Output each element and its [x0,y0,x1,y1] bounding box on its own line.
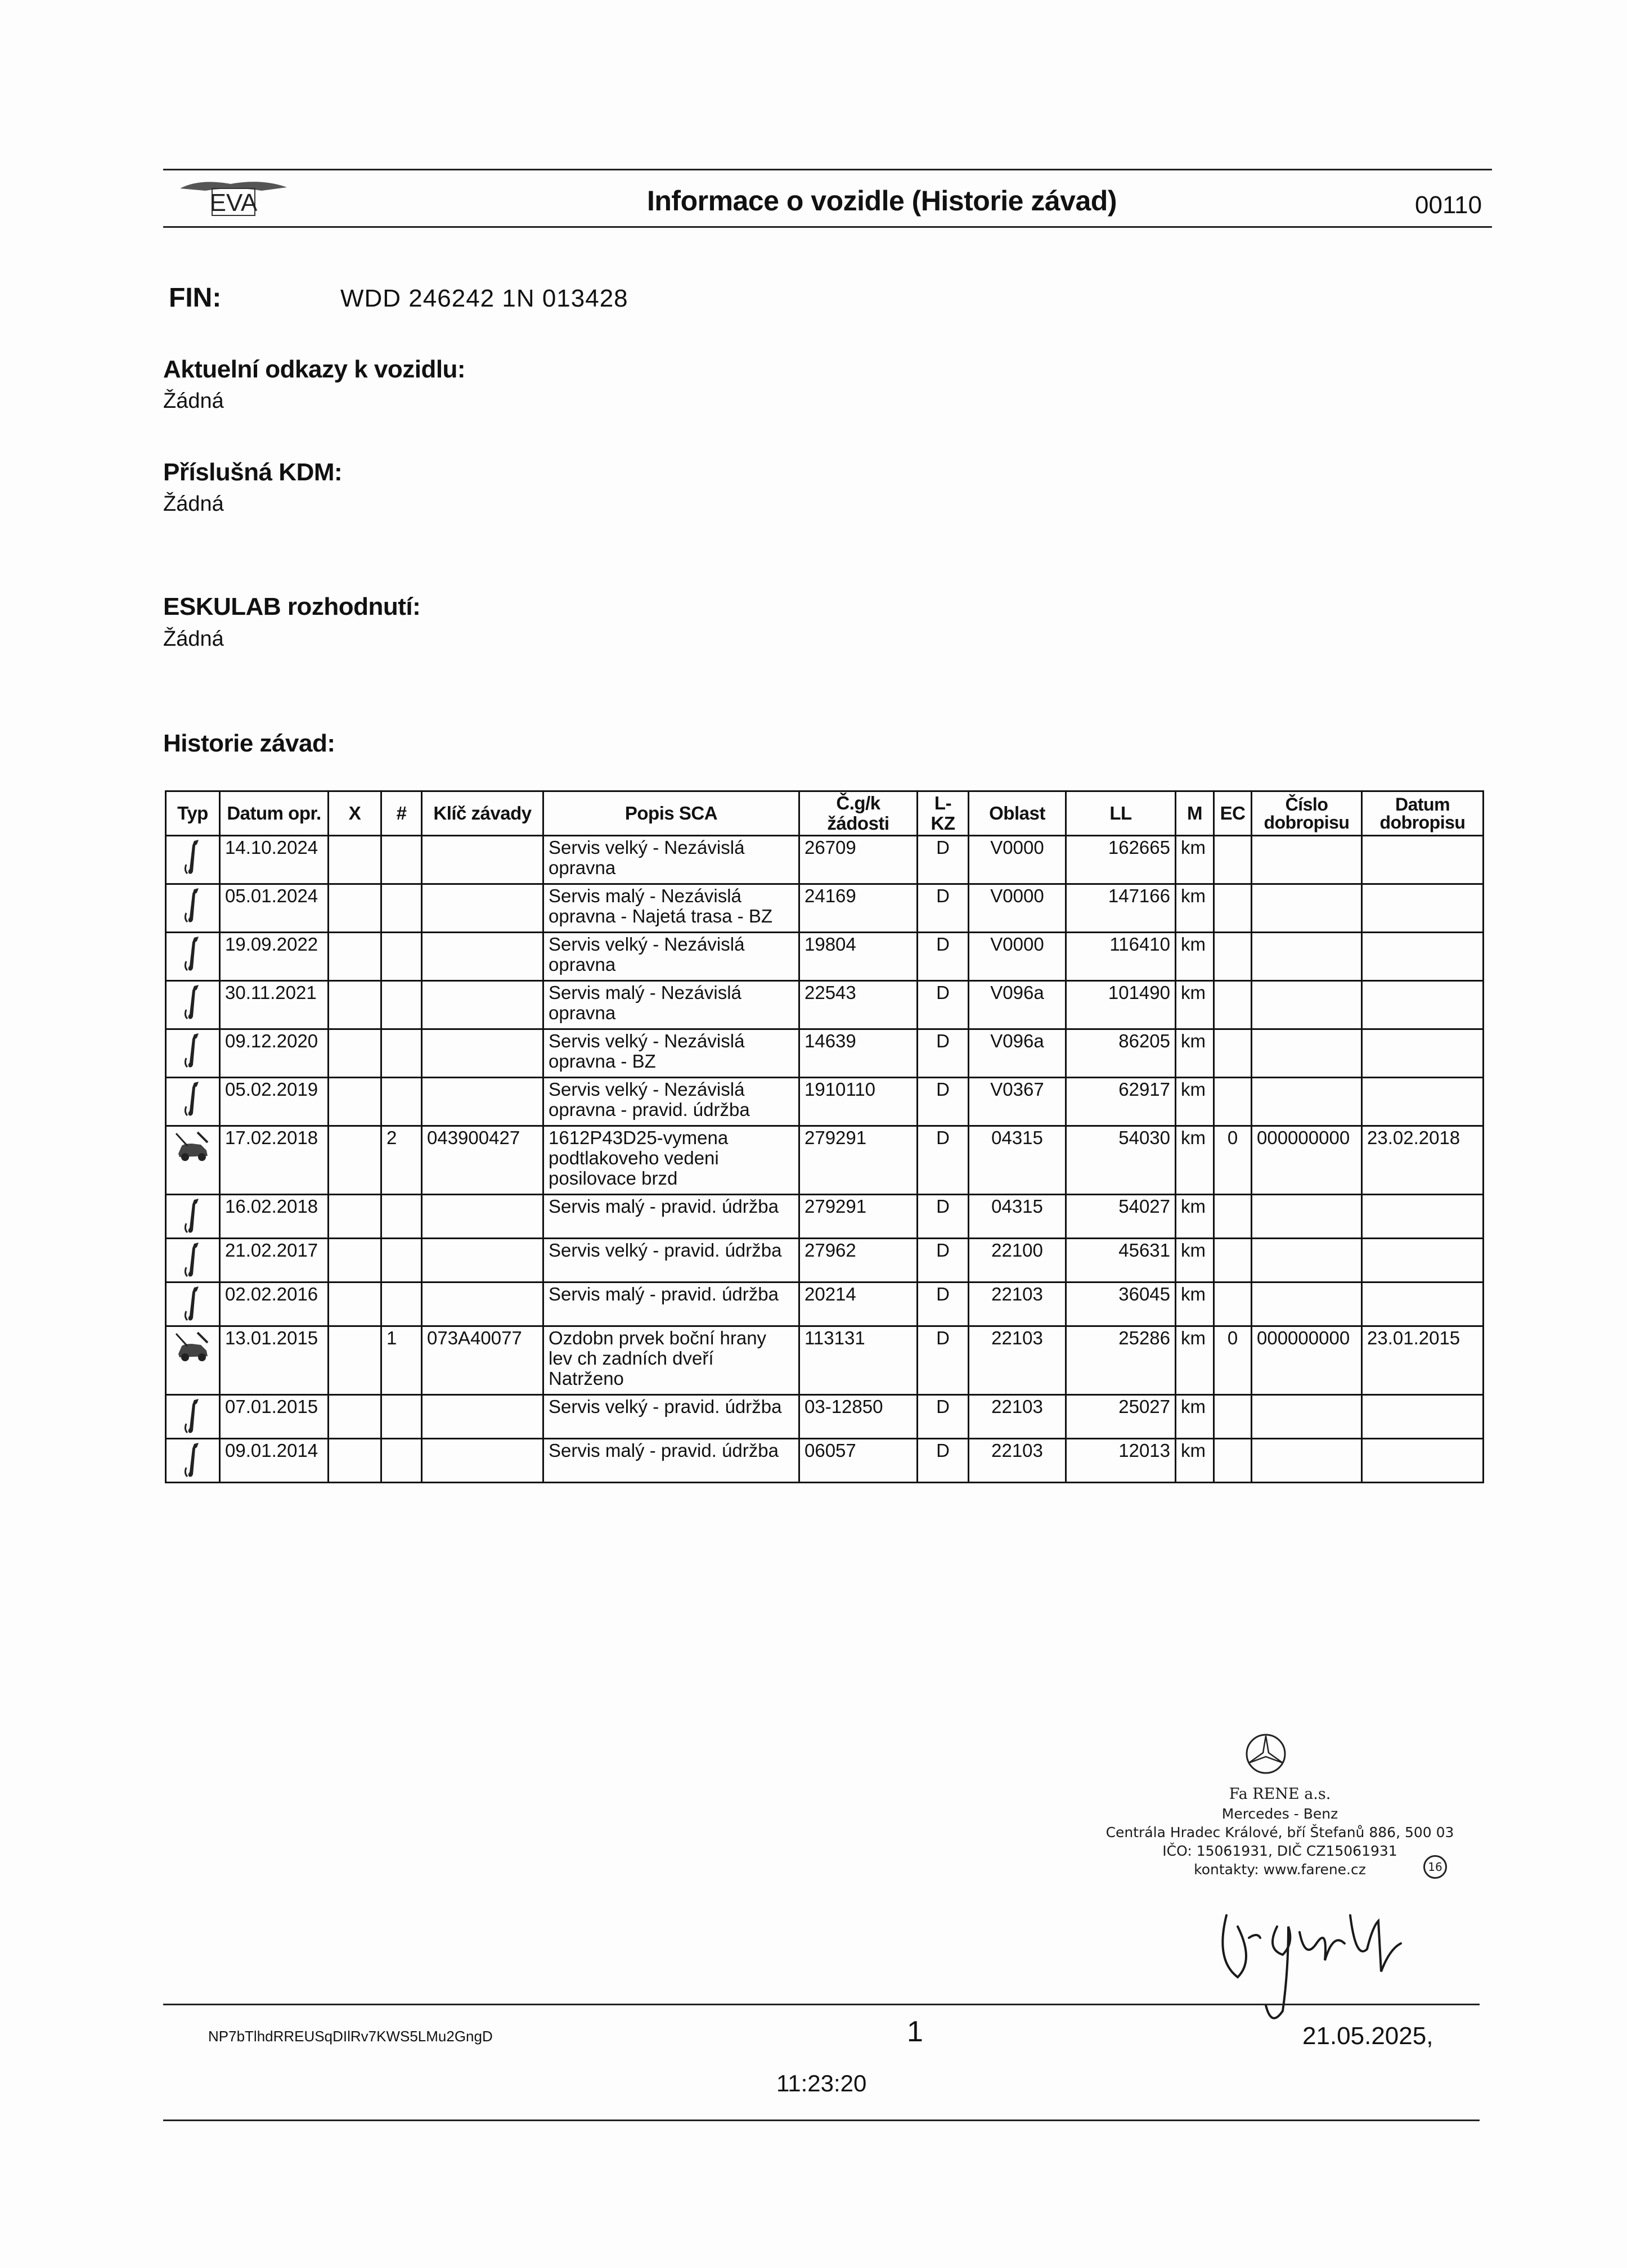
cell-ll: 12013 [1066,1439,1176,1483]
wrench-icon [166,1029,220,1078]
cell-ll: 116410 [1066,933,1176,981]
cell-credit-no [1252,1029,1362,1078]
mercedes-star-icon [1243,1731,1288,1776]
cell-description: Servis velký - Nezávislá opravna - BZ [543,1029,799,1078]
table-row [166,1029,1484,1078]
cell-request: 279291 [799,1195,918,1239]
cell-date: 21.02.2017 [220,1239,329,1282]
cell-x [329,1326,381,1395]
cell-unit: km [1176,981,1214,1029]
col-typ: Typ [166,791,220,836]
cell-ec [1214,1078,1252,1126]
cell-ll: 25027 [1066,1395,1176,1439]
cell-credit-date: 23.01.2015 [1362,1326,1484,1395]
table-row [166,1078,1484,1126]
cell-lkz: D [918,1326,969,1395]
cell-ec [1214,836,1252,884]
cell-key [422,981,543,1029]
page-number: 1 [907,2015,923,2048]
cell-lkz: D [918,884,969,933]
print-date: 21.05.2025, [1302,2022,1433,2050]
cell-unit: km [1176,1029,1214,1078]
cell-unit: km [1176,1439,1214,1483]
history-heading: Historie závad: [163,730,335,757]
cell-key: 043900427 [422,1126,543,1195]
cell-key [422,1395,543,1439]
footer-top-rule [163,2004,1480,2005]
cell-date: 16.02.2018 [220,1195,329,1239]
handwritten-signature [1204,1893,1451,2028]
cell-date: 07.01.2015 [220,1395,329,1439]
cell-date: 05.02.2019 [220,1078,329,1126]
cell-credit-no: 000000000 [1252,1326,1362,1395]
cell-credit-no [1252,1282,1362,1326]
references-heading: Aktuelní odkazy k vozidlu: [163,356,466,383]
cell-x [329,933,381,981]
stamp-number: 16 [1423,1855,1447,1879]
cell-lkz: D [918,1029,969,1078]
cell-credit-no: 000000000 [1252,1126,1362,1195]
cell-area: V0000 [969,836,1066,884]
cell-key [422,933,543,981]
col-popis: Popis SCA [543,791,799,836]
document-hash: NP7bTlhdRREUSqDIlRv7KWS5LMu2GngD [208,2028,493,2045]
cell-ec: 0 [1214,1326,1252,1395]
cell-area: V0000 [969,884,1066,933]
wrench-icon [166,884,220,933]
cell-ec [1214,884,1252,933]
cell-key: 073A40077 [422,1326,543,1395]
cell-credit-date [1362,1282,1484,1326]
cell-num [381,1078,422,1126]
cell-ec: 0 [1214,1126,1252,1195]
table-row [166,933,1484,981]
cell-ll: 54027 [1066,1195,1176,1239]
cell-description: Servis velký - Nezávislá opravna [543,933,799,981]
table-row [166,1326,1484,1395]
cell-unit: km [1176,933,1214,981]
cell-lkz: D [918,933,969,981]
cell-credit-date [1362,1078,1484,1126]
cell-credit-date [1362,1029,1484,1078]
cell-ll: 45631 [1066,1239,1176,1282]
cell-x [329,1395,381,1439]
cell-unit: km [1176,836,1214,884]
cell-description: Servis malý - Nezávislá opravna [543,981,799,1029]
cell-key [422,884,543,933]
references-value: Žádná [163,389,224,413]
cell-ll: 147166 [1066,884,1176,933]
cell-description: Servis malý - pravid. údržba [543,1282,799,1326]
eskulab-heading: ESKULAB rozhodnutí: [163,593,421,620]
fin-label: FIN: [169,283,222,313]
table-row [166,1195,1484,1239]
cell-num: 1 [381,1326,422,1395]
cell-num [381,836,422,884]
cell-description: Servis velký - pravid. údržba [543,1239,799,1282]
wrench-icon [166,981,220,1029]
cell-num [381,1439,422,1483]
cell-request: 279291 [799,1126,918,1195]
cell-ll: 101490 [1066,981,1176,1029]
stamp-ico: IČO: 15061931, DIČ CZ15061931 [1162,1843,1397,1859]
cell-credit-date: 23.02.2018 [1362,1126,1484,1195]
cell-area: 04315 [969,1126,1066,1195]
cell-ll: 25286 [1066,1326,1176,1395]
wrench-icon [166,1439,220,1483]
cell-x [329,1239,381,1282]
col-klic: Klíč závady [422,791,543,836]
cell-unit: km [1176,1282,1214,1326]
cell-area: 22103 [969,1395,1066,1439]
cell-ll: 86205 [1066,1029,1176,1078]
cell-lkz: D [918,836,969,884]
cell-credit-no [1252,1078,1362,1126]
col-oblast: Oblast [969,791,1066,836]
col-ec: EC [1214,791,1252,836]
cell-x [329,1126,381,1195]
cell-lkz: D [918,1282,969,1326]
table-row [166,1126,1484,1195]
svg-text:EVA: EVA [209,189,258,217]
cell-area: 22103 [969,1439,1066,1483]
table-row [166,1282,1484,1326]
cell-area: V096a [969,981,1066,1029]
cell-x [329,1029,381,1078]
cell-request: 26709 [799,836,918,884]
cell-credit-no [1252,1395,1362,1439]
cell-area: 22100 [969,1239,1066,1282]
cell-num [381,1239,422,1282]
cell-date: 19.09.2022 [220,933,329,981]
cell-ec [1214,1395,1252,1439]
cell-date: 02.02.2016 [220,1282,329,1326]
cell-ll: 54030 [1066,1126,1176,1195]
cell-ll: 36045 [1066,1282,1176,1326]
eva-logo [177,172,290,222]
cell-num [381,933,422,981]
cell-date: 09.01.2014 [220,1439,329,1483]
table-header-row [166,791,1484,836]
cell-num [381,1282,422,1326]
cell-credit-date [1362,933,1484,981]
cell-unit: km [1176,1395,1214,1439]
cell-ll: 162665 [1066,836,1176,884]
cell-num [381,1195,422,1239]
cell-num [381,1029,422,1078]
cell-unit: km [1176,1326,1214,1395]
document-code: 00110 [1415,191,1482,219]
cell-credit-no [1252,1439,1362,1483]
cell-x [329,884,381,933]
col-ll: LL [1066,791,1176,836]
cell-credit-no [1252,836,1362,884]
cell-ec [1214,1439,1252,1483]
col-hash: # [381,791,422,836]
cell-credit-date [1362,1195,1484,1239]
cell-area: 22103 [969,1282,1066,1326]
cell-lkz: D [918,1195,969,1239]
table-row [166,1395,1484,1439]
header-bottom-rule [163,226,1492,228]
stamp-brand: Mercedes - Benz [1221,1806,1338,1822]
cell-key [422,1282,543,1326]
cell-credit-no [1252,981,1362,1029]
cell-lkz: D [918,1126,969,1195]
header-top-rule [163,169,1492,170]
cell-ec [1214,933,1252,981]
cell-ec [1214,1029,1252,1078]
wrench-icon [166,1282,220,1326]
print-time: 11:23:20 [776,2070,867,2096]
cell-request: 22543 [799,981,918,1029]
cell-unit: km [1176,884,1214,933]
wrench-icon [166,1239,220,1282]
cell-key [422,1439,543,1483]
cell-credit-date [1362,884,1484,933]
cell-num [381,981,422,1029]
cell-description: Servis malý - pravid. údržba [543,1195,799,1239]
cell-request: 1910110 [799,1078,918,1126]
cell-description: Servis malý - Nezávislá opravna - Najetá trasa - BZ [543,884,799,933]
cell-num: 2 [381,1126,422,1195]
cell-unit: km [1176,1078,1214,1126]
table-row [166,1239,1484,1282]
cell-credit-no [1252,1239,1362,1282]
cell-date: 14.10.2024 [220,836,329,884]
cell-ec [1214,1239,1252,1282]
cell-ec [1214,1282,1252,1326]
cell-description: Servis velký - Nezávislá opravna [543,836,799,884]
cell-key [422,1029,543,1078]
cell-description: Ozdobn prvek boční hrany lev ch zadních dveří Natrženo [543,1326,799,1395]
cell-credit-no [1252,1195,1362,1239]
col-cislo-zadosti: Č.g/k žádosti [799,791,918,836]
cell-x [329,1439,381,1483]
cell-description: Servis velký - Nezávislá opravna - pravid. údržba [543,1078,799,1126]
table-row [166,836,1484,884]
cell-ec [1214,981,1252,1029]
cell-credit-date [1362,981,1484,1029]
col-x: X [329,791,381,836]
cell-ec [1214,1195,1252,1239]
cell-x [329,1078,381,1126]
cell-credit-no [1252,884,1362,933]
cell-lkz: D [918,981,969,1029]
cell-description: Servis velký - pravid. údržba [543,1395,799,1439]
cell-lkz: D [918,1439,969,1483]
document-title: Informace o vozidle (Historie závad) [647,185,1117,217]
stamp-company: Fa RENE a.s. [1229,1785,1331,1803]
cell-area: V096a [969,1029,1066,1078]
cell-date: 13.01.2015 [220,1326,329,1395]
cell-x [329,981,381,1029]
cell-request: 19804 [799,933,918,981]
col-m: M [1176,791,1214,836]
cell-unit: km [1176,1239,1214,1282]
cell-lkz: D [918,1395,969,1439]
cell-area: 04315 [969,1195,1066,1239]
cell-x [329,1195,381,1239]
dealer-stamp [1086,1727,1474,1907]
cell-x [329,1282,381,1326]
car-repair-icon [166,1126,220,1195]
car-repair-icon [166,1326,220,1395]
table-row [166,981,1484,1029]
wrench-icon [166,1395,220,1439]
cell-x [329,836,381,884]
cell-description: Servis malý - pravid. údržba [543,1439,799,1483]
cell-lkz: D [918,1239,969,1282]
cell-key [422,836,543,884]
cell-key [422,1239,543,1282]
table-row [166,1439,1484,1483]
wrench-icon [166,1078,220,1126]
cell-request: 14639 [799,1029,918,1078]
kdm-heading: Příslušná KDM: [163,458,343,486]
stamp-contacts: kontakty: www.farene.cz [1194,1861,1366,1878]
eskulab-value: Žádná [163,627,224,651]
cell-credit-date [1362,836,1484,884]
col-cislo-dobropisu: Číslo dobropisu [1252,791,1362,836]
cell-date: 05.01.2024 [220,884,329,933]
table-row [166,884,1484,933]
fault-history-table [165,790,1484,1483]
wrench-icon [166,933,220,981]
wrench-icon [166,1195,220,1239]
cell-request: 27962 [799,1239,918,1282]
cell-area: 22103 [969,1326,1066,1395]
fin-value: WDD 246242 1N 013428 [340,285,628,312]
stamp-address: Centrála Hradec Králové, bří Štefanů 886, 500 03 [1105,1824,1454,1840]
cell-credit-date [1362,1439,1484,1483]
cell-request: 20214 [799,1282,918,1326]
cell-description: 1612P43D25-vymena podtlakoveho vedeni posilovace brzd [543,1126,799,1195]
cell-area: V0000 [969,933,1066,981]
cell-key [422,1195,543,1239]
cell-date: 30.11.2021 [220,981,329,1029]
cell-lkz: D [918,1078,969,1126]
cell-num [381,1395,422,1439]
cell-date: 09.12.2020 [220,1029,329,1078]
cell-request: 03-12850 [799,1395,918,1439]
cell-unit: km [1176,1195,1214,1239]
cell-credit-no [1252,933,1362,981]
cell-request: 06057 [799,1439,918,1483]
kdm-value: Žádná [163,492,224,516]
cell-ll: 62917 [1066,1078,1176,1126]
cell-request: 24169 [799,884,918,933]
footer-bottom-rule [163,2120,1480,2121]
cell-credit-date [1362,1395,1484,1439]
cell-num [381,884,422,933]
wrench-icon [166,836,220,884]
cell-area: V0367 [969,1078,1066,1126]
col-lkz: L-KZ [918,791,969,836]
cell-date: 17.02.2018 [220,1126,329,1195]
col-datum-dobropisu: Datum dobropisu [1362,791,1484,836]
cell-credit-date [1362,1239,1484,1282]
col-datum: Datum opr. [220,791,329,836]
cell-request: 113131 [799,1326,918,1395]
cell-key [422,1078,543,1126]
cell-unit: km [1176,1126,1214,1195]
